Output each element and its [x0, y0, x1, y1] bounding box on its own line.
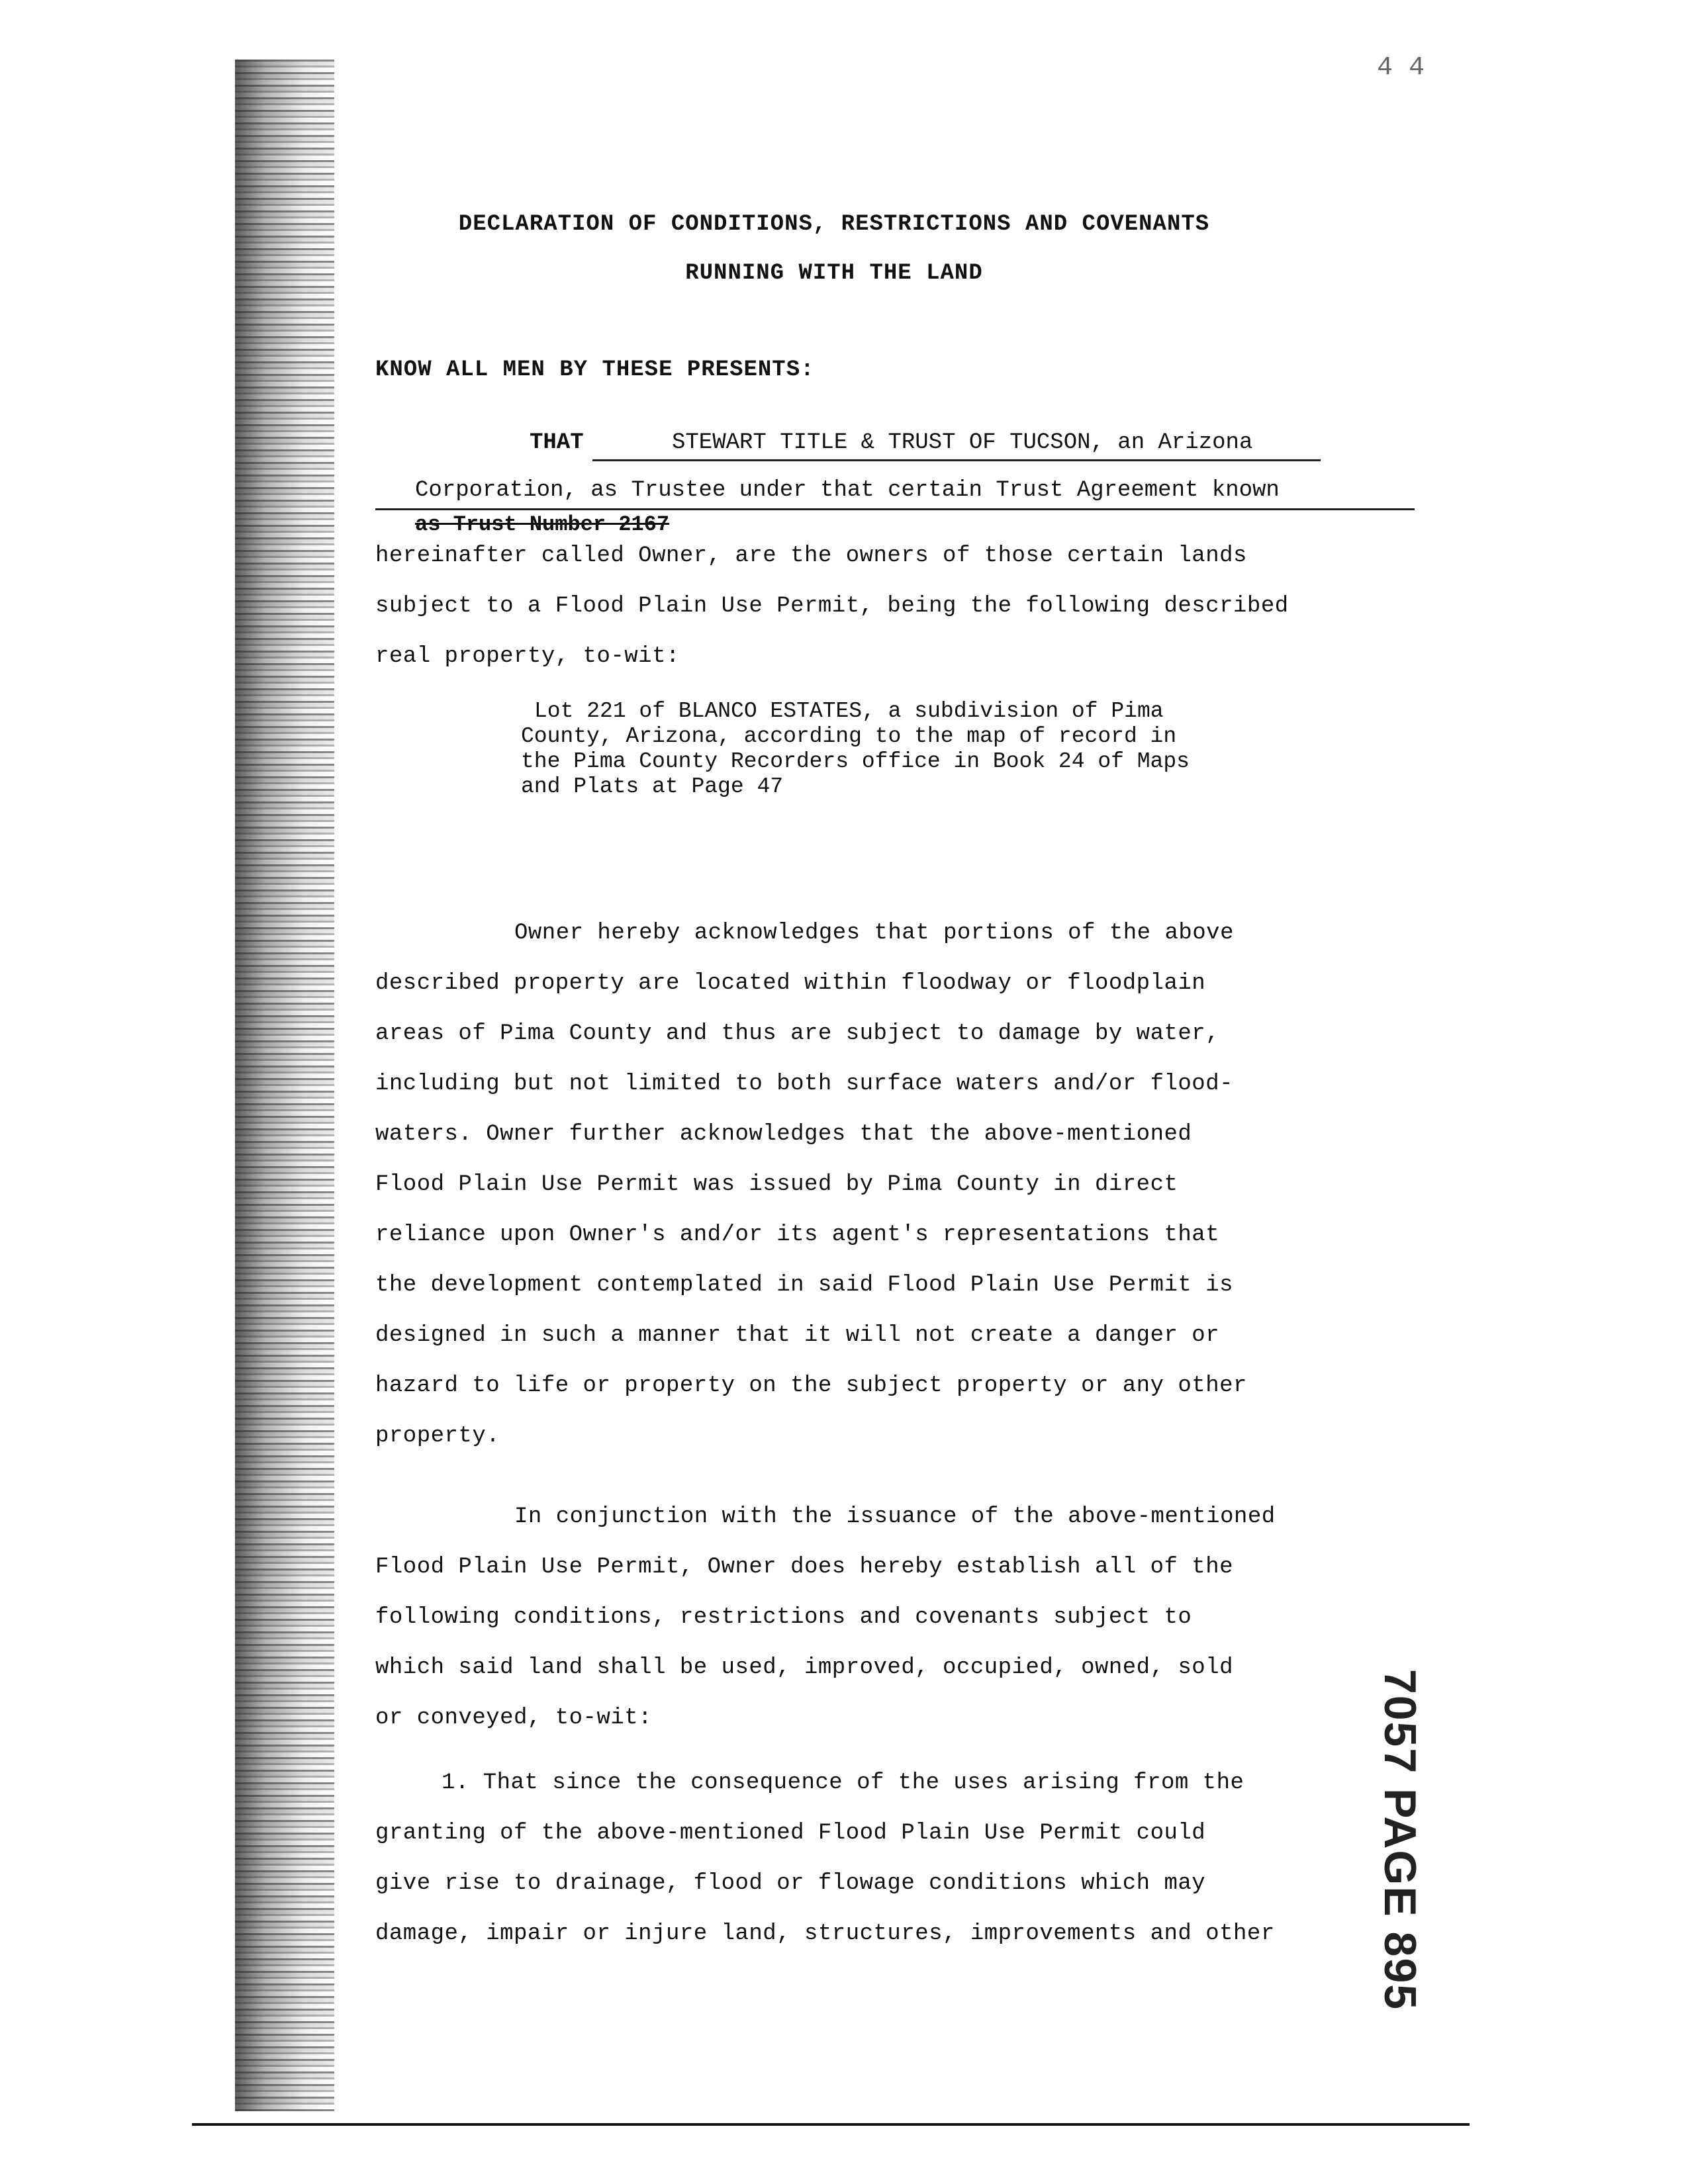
text-line: hereinafter called Owner, are the owners of those certain lands [375, 543, 1247, 569]
text-line: including but not limited to both surface waters and/or flood- [375, 1071, 1234, 1097]
text-line: the development contemplated in said Flood Plain Use Permit is [375, 1273, 1234, 1298]
text-line: damage, impair or injure land, structures, improvements and other [375, 1921, 1275, 1946]
text-line: or conveyed, to-wit: [375, 1706, 653, 1731]
text-line: granting of the above-mentioned Flood Plain Use Permit could [375, 1821, 1206, 1846]
text-line: In conjunction with the issuance of the above-mentioned [514, 1504, 1276, 1529]
grantor-field: STEWART TITLE & TRUST OF TUCSON, an Arizona [592, 430, 1321, 461]
scan-binding-edge [235, 60, 334, 2111]
text-line: reliance upon Owner's and/or its agent's representations that [375, 1222, 1220, 1248]
text-line: Owner hereby acknowledges that portions of the above [514, 921, 1234, 946]
text-line: Flood Plain Use Permit, Owner does hereby establish all of the [375, 1555, 1234, 1580]
text-line: Lot 221 of BLANCO ESTATES, a subdivision of Pima [534, 699, 1164, 723]
document-title: DECLARATION OF CONDITIONS, RESTRICTIONS AND COVENANTS [458, 212, 1210, 237]
text-line: Flood Plain Use Permit was issued by Pima County in direct [375, 1172, 1178, 1197]
that-label: THAT [530, 430, 584, 455]
text-line: hazard to life or property on the subject property or any other [375, 1373, 1247, 1398]
condition-1-paragraph [375, 1758, 1382, 1959]
bottom-rule [192, 2123, 1470, 2126]
text-line: County, Arizona, according to the map of record in [521, 724, 1177, 749]
corporation-line: Corporation, as Trustee under that certain Trust Agreement known [375, 478, 1415, 510]
text-line: areas of Pima County and thus are subject to damage by water, [375, 1021, 1220, 1046]
text-line: subject to a Flood Plain Use Permit, being the following described [375, 594, 1289, 619]
text-line: following conditions, restrictions and covenants subject to [375, 1605, 1192, 1630]
text-line: designed in such a manner that it will not create a danger or [375, 1323, 1220, 1348]
owners-paragraph [375, 531, 1382, 682]
text-line: which said land shall be used, improved, occupied, owned, sold [375, 1655, 1234, 1680]
acknowledgement-paragraph [375, 908, 1382, 1461]
recording-stamp: 7057 PAGE 895 [1375, 1668, 1425, 2011]
document-subtitle: RUNNING WITH THE LAND [685, 261, 983, 286]
text-line: described property are located within floodway or floodplain [375, 971, 1206, 996]
text-line: 1. That since the consequence of the uses arising from the [442, 1770, 1244, 1796]
lot-description [521, 699, 1315, 799]
corner-mark: 4 4 [1377, 53, 1425, 83]
text-line: and Plats at Page 47 [521, 774, 784, 799]
trust-number-line: as Trust Number 2167 [415, 512, 670, 537]
know-all-heading: KNOW ALL MEN BY THESE PRESENTS: [375, 357, 815, 383]
text-line: real property, to-wit: [375, 644, 680, 669]
text-line: the Pima County Recorders office in Book 24 of Maps [521, 749, 1190, 774]
text-line: give rise to drainage, flood or flowage conditions which may [375, 1871, 1206, 1896]
text-line: property. [375, 1424, 500, 1449]
conjunction-paragraph [375, 1492, 1382, 1743]
text-line: waters. Owner further acknowledges that the above-mentioned [375, 1122, 1192, 1147]
